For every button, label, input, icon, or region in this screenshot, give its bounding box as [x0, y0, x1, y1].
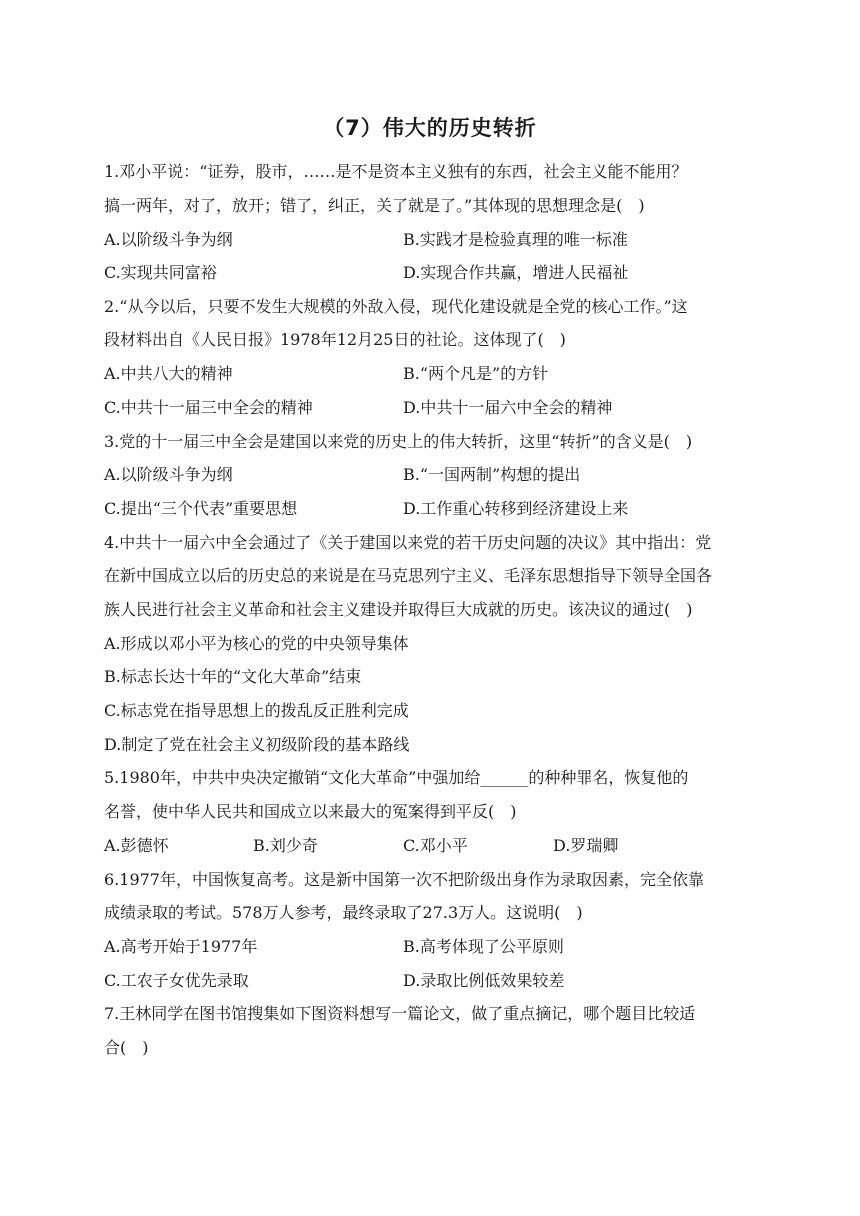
question-1-option-a: A.以阶级斗争为纲 [104, 230, 233, 249]
question-2-option-b: B.“两个凡是”的方针 [403, 364, 549, 383]
question-6-option-c: C.工农子女优先录取 [104, 971, 249, 990]
question-4-option-a: A.形成以邓小平为核心的党的中央领导集体 [104, 634, 409, 653]
question-7-line-2: 合( ) [104, 1038, 149, 1057]
question-5-option-b: B.刘少奇 [253, 836, 318, 855]
question-3-option-b: B.“一国两制”构想的提出 [403, 465, 581, 484]
question-1-option-d: D.实现合作共赢，增进人民福祉 [403, 263, 629, 282]
question-2-line-1: 2.“从今以后，只要不发生大规模的外敌入侵，现代化建设就是全党的核心工作。”这 [104, 297, 688, 316]
question-4-line-1: 4.中共十一届六中全会通过了《关于建国以来党的若干历史问题的决议》其中指出：党 [104, 533, 712, 552]
question-2-option-a: A.中共八大的精神 [104, 364, 233, 383]
question-6-line-1: 6.1977年，中国恢复高考。这是新中国第一次不把阶级出身作为录取因素，完全依靠 [104, 870, 704, 889]
question-5-line-2: 名誉，使中华人民共和国成立以来最大的冤案得到平反( ) [104, 802, 517, 821]
question-3-option-c: C.提出“三个代表”重要思想 [104, 499, 298, 518]
question-6-option-d: D.录取比例低效果较差 [403, 971, 565, 990]
question-1-line-1: 1.邓小平说：“证券，股市，……是不是资本主义独有的东西，社会主义能不能用？ [104, 162, 688, 181]
question-4-option-b: B.标志长达十年的“文化大革命”结束 [104, 667, 362, 686]
question-3-option-d: D.工作重心转移到经济建设上来 [403, 499, 629, 518]
question-5-option-d: D.罗瑞卿 [553, 836, 619, 855]
question-1-option-b: B.实践才是检验真理的唯一标准 [403, 230, 628, 249]
question-6-option-a: A.高考开始于1977年 [104, 937, 258, 956]
question-4-line-2: 在新中国成立以后的历史总的来说是在马克思列宁主义、毛泽东思想指导下领导全国各 [104, 566, 713, 585]
question-5-line-1: 5.1980年，中共中央决定撤销“文化大革命”中强加给______的种种罪名，恢复他的 [104, 768, 689, 787]
question-1-line-2: 搞一两年，对了，放开；错了，纠正，关了就是了。”其体现的思想理念是( ) [104, 196, 645, 215]
question-4-option-c: C.标志党在指导思想上的拨乱反正胜利完成 [104, 701, 409, 720]
question-6-line-2: 成绩录取的考试。578万人参考，最终录取了27.3万人。这说明( ) [104, 903, 583, 922]
question-7-line-1: 7.王林同学在图书馆搜集如下图资料想写一篇论文，做了重点摘记，哪个题目比较适 [104, 1004, 696, 1023]
page-title: （7）伟大的历史转折 [323, 116, 537, 140]
question-3-option-a: A.以阶级斗争为纲 [104, 465, 233, 484]
question-1-option-c: C.实现共同富裕 [104, 263, 217, 282]
question-4-line-3: 族人民进行社会主义革命和社会主义建设并取得巨大成就的历史。该决议的通过( ) [104, 600, 693, 619]
question-4-option-d: D.制定了党在社会主义初级阶段的基本路线 [104, 735, 410, 754]
question-6-option-b: B.高考体现了公平原则 [403, 937, 564, 956]
question-5-option-c: C.邓小平 [403, 836, 468, 855]
question-3-line-1: 3.党的十一届三中全会是建国以来党的历史上的伟大转折，这里“转折”的含义是( ) [104, 432, 693, 451]
question-5-option-a: A.彭德怀 [104, 836, 169, 855]
question-2-line-2: 段材料出自《人民日报》1978年12月25日的社论。这体现了( ) [104, 330, 566, 349]
question-2-option-d: D.中共十一届六中全会的精神 [403, 398, 613, 417]
question-2-option-c: C.中共十一届三中全会的精神 [104, 398, 313, 417]
